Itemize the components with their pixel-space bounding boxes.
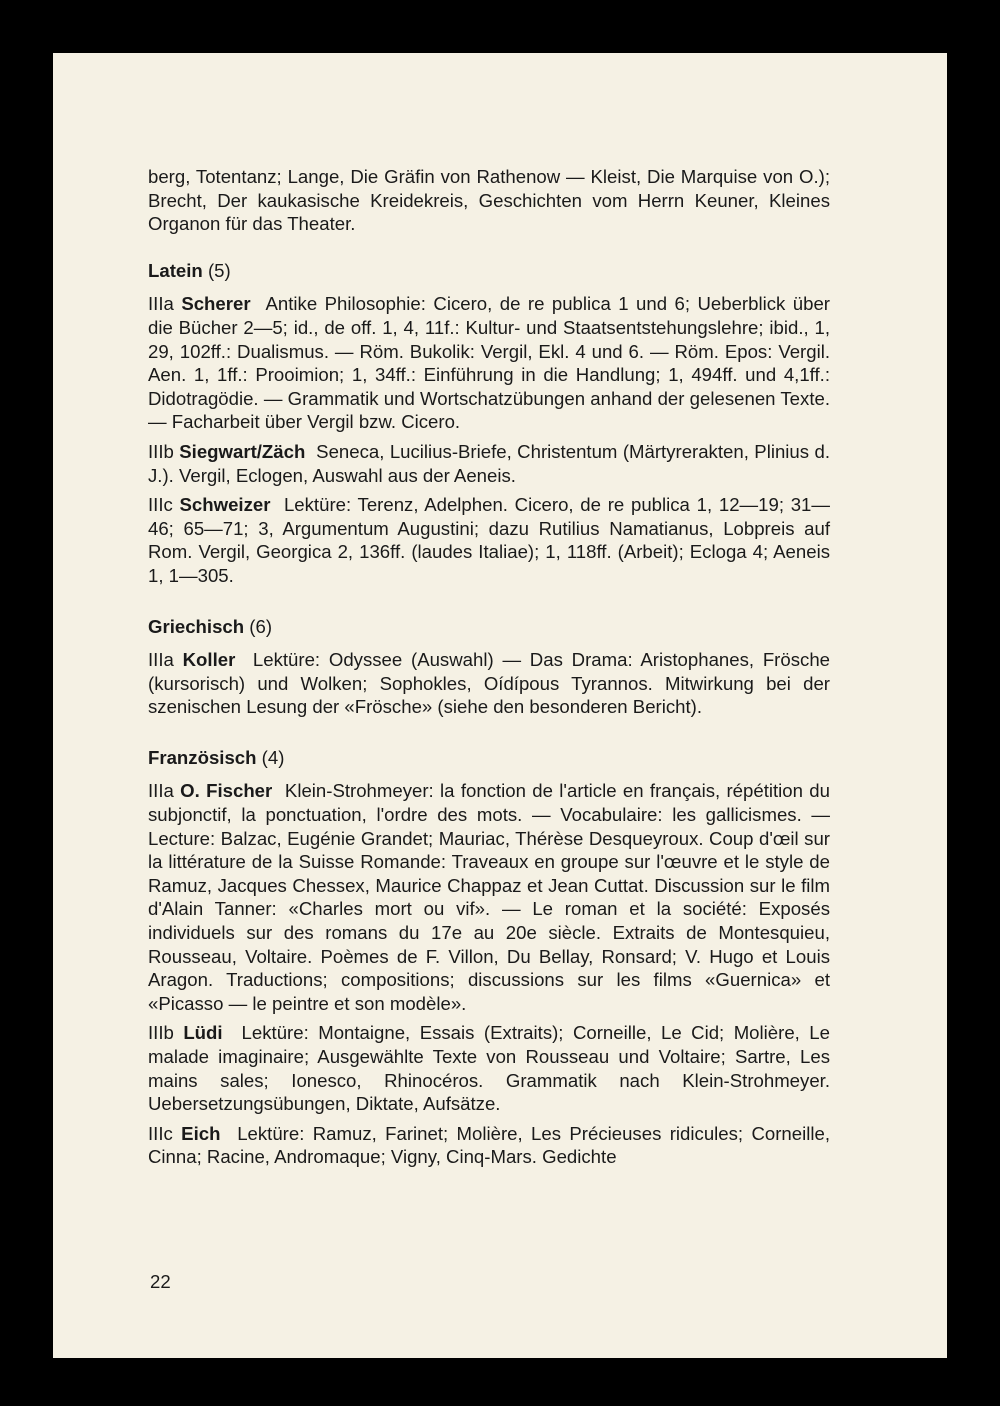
teacher-name: Siegwart/Zäch xyxy=(179,440,306,462)
course-description: Lektüre: Ramuz, Farinet; Molière, Les Précieuses ridicules; Corneille, Cinna; Racine, Andromaque; Vigny, Cinq-Mars. Gedichte xyxy=(148,1122,830,1168)
class-label: IIIa xyxy=(148,780,174,802)
section-heading-latein xyxy=(148,259,830,283)
course-entry xyxy=(148,493,830,587)
teacher-name: O. Fischer xyxy=(180,780,273,802)
course-description: Lektüre: Terenz, Adelphen. Cicero, de re publica 1, 12—19; 31—46; 65—71; 3, Argumentum Augustini; dazu Rutilius Namatianus, Lobpreis auf Rom. Vergil, Georgica 2, 136ff. (laudes Italiae); 1, 118ff. (Arbeit); Ecloga 4; Aeneis 1, 1—305. xyxy=(148,494,830,586)
section-hours: (4) xyxy=(261,746,285,768)
teacher-name: Schweizer xyxy=(179,494,271,516)
section-title: Französisch xyxy=(148,746,257,768)
section-hours: (5) xyxy=(207,259,231,281)
course-entry xyxy=(148,440,830,487)
course-entry xyxy=(148,779,830,1015)
course-description: Lektüre: Montaigne, Essais (Extraits); Corneille, Le Cid; Molière, Le malade imaginaire; Ausgewählte Texte von Rousseau und Voltaire; Sartre, Les mains sales; Ionesco, Rhinocéros. Grammatik nach Klein-Strohmeyer. Uebersetzungsübungen, Diktate, Aufsätze. xyxy=(148,1022,830,1115)
teacher-name: Koller xyxy=(182,649,236,671)
teacher-name: Scherer xyxy=(181,293,251,315)
class-label: IIIa xyxy=(148,649,174,671)
class-label: IIIc xyxy=(148,494,173,516)
class-label: IIIa xyxy=(148,293,174,315)
course-description: Antike Philosophie: Cicero, de re publica 1 und 6; Ueberblick über die Bücher 2—5; id., de off. 1, 4, 11f.: Kultur- und Staatsentstehungslehre; ibid., 1, 29, 102ff.: Dualismus. — Röm. Bukolik: Vergil, Ekl. 4 und 6. — Röm. Epos: Vergil. Aen. 1, 1ff.: Prooimion; 1, 34ff.: Einführung in die Handlung; 1, 494ff. und 4,1ff.: Didotragödie. — Grammatik und Wortschatzübungen anhand der gelesenen Texte. — Facharbeit über Vergil bzw. Cicero. xyxy=(148,293,830,433)
section-heading-franzoesisch xyxy=(148,746,830,770)
course-entry xyxy=(148,1122,830,1169)
course-entry xyxy=(148,1021,830,1115)
course-description: Klein-Strohmeyer: la fonction de l'article en français, répétition du subjonctif, la ponctuation, l'ordre des mots. — Vocabulaire: les gallicismes. — Lecture: Balzac, Eugénie Grandet; Mauriac, Thérèse Desqueyroux. Coup d'œil sur la littérature de la Suisse Romande: Traveaux en groupe sur l'œuvre et le style de Ramuz, Jacques Chessex, Maurice Chappaz et Jean Cuttat. Discussion sur le film d'Alain Tanner: «Charles mort ou vif». — Le roman et la société: Exposés individuels sur des romans du 17e au 20e siècle. Extraits de Montesquieu, Rousseau, Voltaire. Poèmes de F. Villon, Du Bellay, Ronsard; V. Hugo et Louis Aragon. Traductions; compositions; discussions sur les films «Guernica» et «Picasso — le peintre et son modèle». xyxy=(148,780,830,1014)
class-label: IIIb xyxy=(148,440,174,462)
course-description: Lektüre: Odyssee (Auswahl) — Das Drama: Aristophanes, Frösche (kursorisch) und Wolken; Sophokles, Oídípous Tyrannos. Mitwirkung bei der szenischen Lesung der «Frösche» (siehe den besonderen Bericht). xyxy=(148,649,830,718)
section-title: Latein xyxy=(148,259,203,281)
section-heading-griechisch xyxy=(148,615,830,639)
page-content xyxy=(148,165,830,1175)
course-description: Seneca, Lucilius-Briefe, Christentum (Märtyrerakten, Plinius d. J.). Vergil, Eclogen, Auswahl aus der Aeneis. xyxy=(148,440,830,486)
teacher-name: Lüdi xyxy=(183,1022,223,1044)
teacher-name: Eich xyxy=(181,1122,221,1144)
document-page xyxy=(53,53,947,1358)
class-label: IIIc xyxy=(148,1122,173,1144)
class-label: IIIb xyxy=(148,1022,174,1044)
page-number: 22 xyxy=(150,1271,171,1292)
section-hours: (6) xyxy=(249,615,273,637)
course-entry xyxy=(148,292,830,434)
section-title: Griechisch xyxy=(148,615,245,637)
intro-paragraph: berg, Totentanz; Lange, Die Gräfin von Rathenow — Kleist, Die Marquise von O.); Brecht, Der kaukasische Kreidekreis, Geschichten vom Herrn Keuner, Kleines Organon für das Theater. xyxy=(148,166,830,235)
course-entry xyxy=(148,648,830,719)
